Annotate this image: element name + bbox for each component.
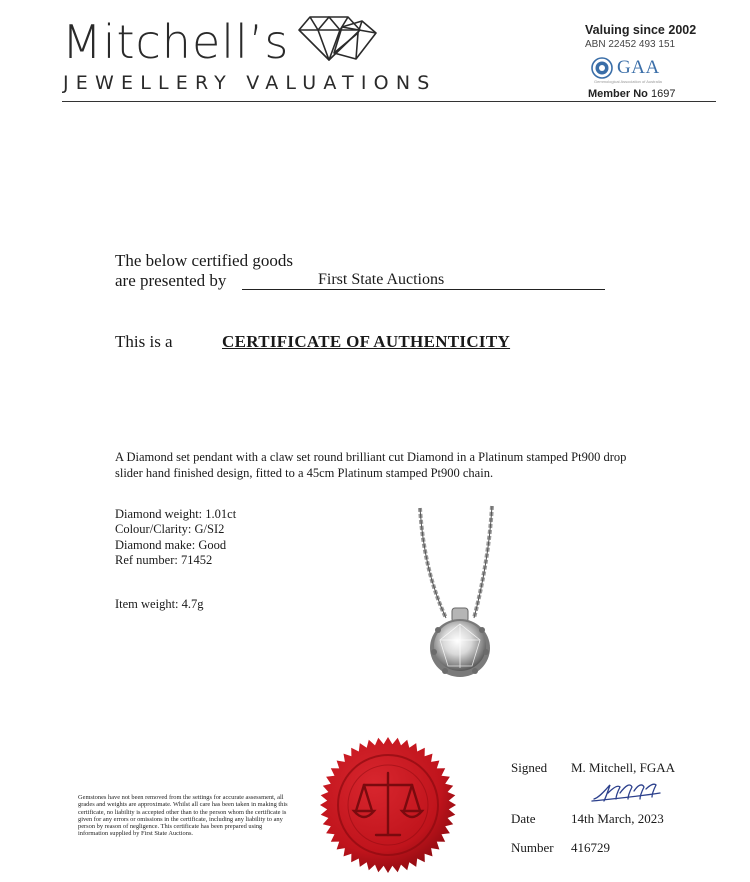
disclaimer-fine-print: Gemstones have not been removed from the settings for accurate assessment, all grades and weights are approximate. Whilst all care has been taken in making this certificate, no liability is accepted other than to the person whom the certificate is given for any errors or omissions in the certificate, including any liability to any person by reason of negligence. This certificate has been prepared using information supplied by First State Auctions.: [78, 794, 288, 838]
brand-subtitle: JEWELLERY VALUATIONS: [63, 72, 437, 94]
item-description: A Diamond set pendant with a claw set round brilliant cut Diamond in a Platinum stamped Pt900 drop slider hand finished design, fitted to a 45cm Platinum stamped Pt900 chain.: [115, 450, 627, 480]
valuing-since: Valuing since 2002: [585, 23, 697, 37]
gaa-badge: [591, 55, 660, 81]
header-divider: [62, 101, 716, 102]
diamond-logo-icon: [298, 13, 378, 63]
gaa-fine-text: Gemmological Association of Australia: [594, 79, 662, 84]
diamond-weight: Diamond weight: 1.01ct: [115, 507, 237, 521]
gaa-emblem-icon: [591, 57, 613, 79]
certificate-prefix: This is a: [115, 332, 173, 351]
signed-label: Signed: [511, 760, 548, 775]
pendant-image: [400, 500, 520, 685]
date-value: 14th March, 2023: [571, 811, 664, 826]
abn-number: ABN 22452 493 151: [585, 39, 676, 50]
gaa-label: GAA: [617, 57, 660, 78]
item-weight: Item weight: 4.7g: [115, 597, 204, 611]
presenter-underline: [242, 289, 605, 290]
ref-number: Ref number: 71452: [115, 553, 213, 567]
brand-name: Mitchell’s: [62, 15, 290, 69]
member-number: [588, 88, 675, 100]
date-label: Date: [511, 811, 536, 826]
certificate-title: CERTIFICATE OF AUTHENTICITY: [222, 332, 511, 351]
goods-line-1: The below certified goods: [115, 251, 293, 270]
colour-clarity: Colour/Clarity: G/SI2: [115, 522, 225, 536]
signature-scribble: [590, 779, 670, 805]
member-label: Member No: [588, 88, 648, 100]
presenter-name: First State Auctions: [318, 271, 445, 288]
number-label: Number: [511, 840, 554, 855]
member-value: 1697: [650, 88, 676, 100]
number-value: 416729: [571, 840, 610, 855]
signed-value: M. Mitchell, FGAA: [571, 760, 675, 775]
wax-seal-scales-icon: [318, 735, 458, 875]
diamond-make: Diamond make: Good: [115, 538, 227, 552]
goods-line-2: are presented by: [115, 271, 227, 290]
